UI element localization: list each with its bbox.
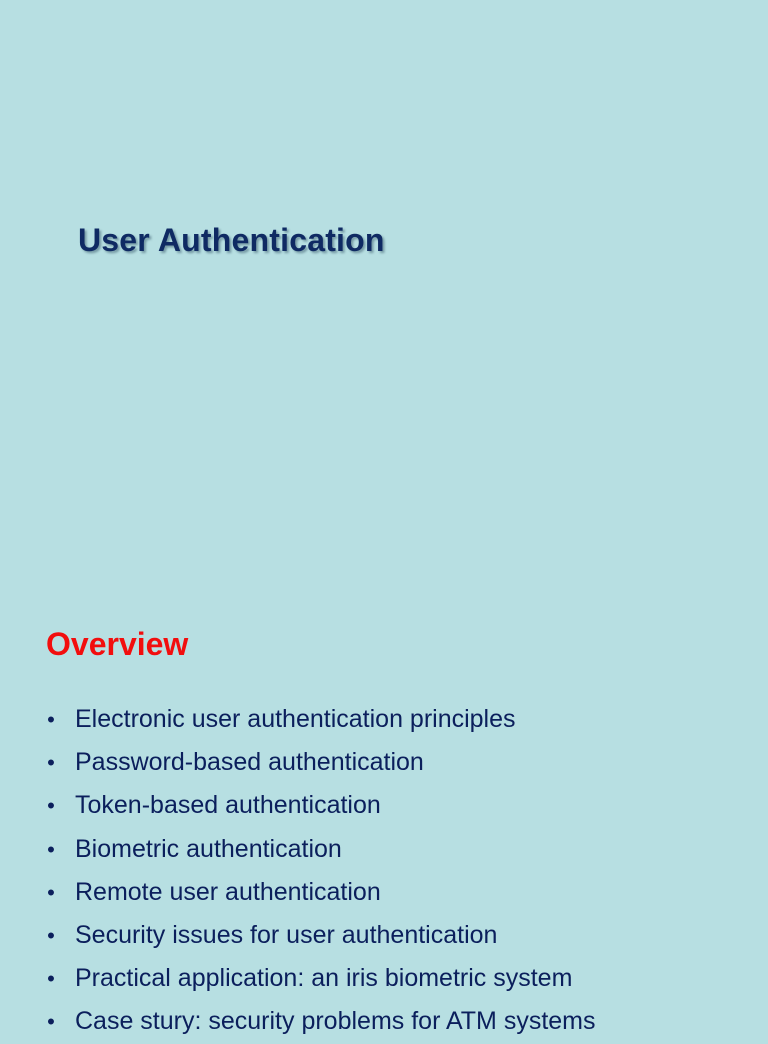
bullet-icon: • [47, 793, 55, 819]
list-item-text: Practical application: an iris biometric system [75, 964, 573, 993]
list-item-text: Case stury: security problems for ATM systems [75, 1007, 596, 1036]
slide-title: User Authentication [78, 222, 385, 258]
bullet-icon: • [47, 879, 55, 905]
bullet-icon: • [47, 750, 55, 776]
list-item-text: Remote user authentication [75, 877, 381, 906]
bullet-icon: • [47, 1009, 55, 1035]
bullet-icon: • [47, 922, 55, 948]
list-item-text: Security issues for user authentication [75, 920, 498, 949]
list-item-text: Token-based authentication [75, 791, 381, 820]
list-item [0, 957, 768, 1000]
list-item [0, 828, 768, 871]
list-item [0, 741, 768, 784]
overview-bullet-list [0, 698, 768, 1044]
list-item [0, 698, 768, 741]
list-item [0, 871, 768, 914]
list-item-text: Biometric authentication [75, 834, 342, 863]
list-item [0, 784, 768, 827]
overview-heading: Overview [46, 626, 189, 662]
bullet-icon: • [47, 707, 55, 732]
list-item-text: Password-based authentication [75, 748, 424, 777]
list-item [0, 1000, 768, 1043]
list-item-text: Electronic user authentication principles [75, 705, 516, 733]
list-item [0, 914, 768, 957]
bullet-icon: • [47, 966, 55, 992]
bullet-icon: • [47, 836, 55, 862]
